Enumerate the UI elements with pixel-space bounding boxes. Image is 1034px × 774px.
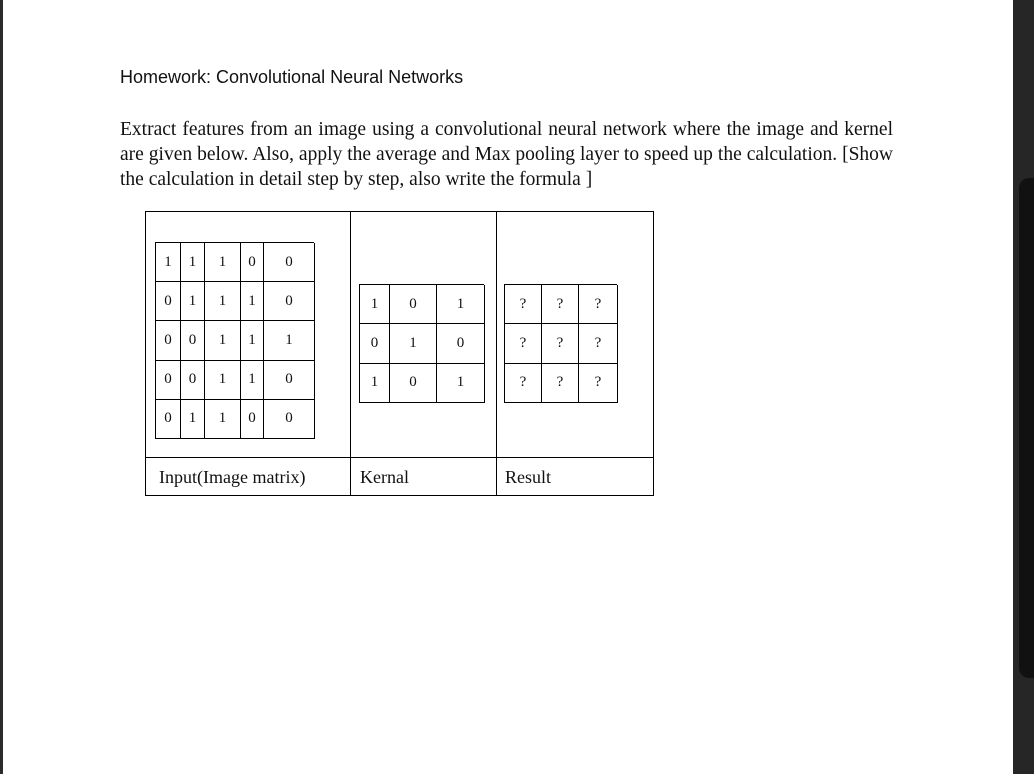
input-cell-0-3: 0 bbox=[241, 243, 264, 282]
result-cell-1-2: ? bbox=[579, 324, 618, 363]
result-label: Result bbox=[505, 467, 552, 487]
input-cell-0-0: 1 bbox=[156, 243, 181, 282]
input-cell-3-1: 0 bbox=[181, 361, 205, 400]
kernel-cell-0-2: 1 bbox=[437, 285, 485, 324]
input-cell-1-0: 0 bbox=[156, 282, 181, 321]
input-cell-0-1: 1 bbox=[181, 243, 205, 282]
input-cell-1-4: 0 bbox=[264, 282, 315, 321]
kernel-cell-1-1: 1 bbox=[390, 324, 437, 363]
input-cell-4-2: 1 bbox=[205, 400, 241, 439]
side-panel-edge bbox=[1019, 178, 1034, 678]
input-cell-2-2: 1 bbox=[205, 321, 241, 360]
input-cell-1-2: 1 bbox=[205, 282, 241, 321]
result-cell-1-0: ? bbox=[505, 324, 542, 363]
kernel-cell-2-2: 1 bbox=[437, 364, 485, 403]
kernel-label: Kernal bbox=[360, 467, 409, 487]
input-cell-3-0: 0 bbox=[156, 361, 181, 400]
input-cell-3-3: 1 bbox=[241, 361, 264, 400]
input-cell-1-1: 1 bbox=[181, 282, 205, 321]
input-cell-4-4: 0 bbox=[264, 400, 315, 439]
input-cell-2-4: 1 bbox=[264, 321, 315, 360]
result-cell-2-1: ? bbox=[542, 364, 579, 403]
kernel-cell-2-0: 1 bbox=[360, 364, 390, 403]
result-cell-1-1: ? bbox=[542, 324, 579, 363]
input-cell-3-2: 1 bbox=[205, 361, 241, 400]
input-matrix bbox=[155, 242, 314, 439]
result-cell-0-1: ? bbox=[542, 285, 579, 324]
input-cell-0-4: 0 bbox=[264, 243, 315, 282]
input-cell-0-2: 1 bbox=[205, 243, 241, 282]
input-label: Input(Image matrix) bbox=[159, 467, 306, 487]
kernel-cell-2-1: 0 bbox=[390, 364, 437, 403]
table-divider-2 bbox=[496, 211, 497, 496]
input-cell-3-4: 0 bbox=[264, 361, 315, 400]
kernel-cell-1-0: 0 bbox=[360, 324, 390, 363]
result-matrix bbox=[504, 284, 617, 403]
result-cell-2-0: ? bbox=[505, 364, 542, 403]
kernel-cell-0-0: 1 bbox=[360, 285, 390, 324]
kernel-cell-0-1: 0 bbox=[390, 285, 437, 324]
result-cell-0-0: ? bbox=[505, 285, 542, 324]
kernel-cell-1-2: 0 bbox=[437, 324, 485, 363]
table-divider-1 bbox=[350, 211, 351, 496]
question-paragraph: Extract features from an image using a convolutional neural network where the image and kernel are given below. Also, apply the average and Max pooling layer to speed up the calculation. [Show the calculation in detail step by step, also write the formula ] bbox=[120, 119, 893, 190]
kernel-matrix bbox=[359, 284, 484, 403]
input-cell-4-1: 1 bbox=[181, 400, 205, 439]
homework-title: Homework: Convolutional Neural Networks bbox=[120, 67, 464, 87]
table-label-divider bbox=[145, 457, 654, 458]
input-cell-2-0: 0 bbox=[156, 321, 181, 360]
input-cell-1-3: 1 bbox=[241, 282, 264, 321]
input-cell-2-3: 1 bbox=[241, 321, 264, 360]
input-cell-4-0: 0 bbox=[156, 400, 181, 439]
result-cell-2-2: ? bbox=[579, 364, 618, 403]
input-cell-4-3: 0 bbox=[241, 400, 264, 439]
result-cell-0-2: ? bbox=[579, 285, 618, 324]
input-cell-2-1: 0 bbox=[181, 321, 205, 360]
